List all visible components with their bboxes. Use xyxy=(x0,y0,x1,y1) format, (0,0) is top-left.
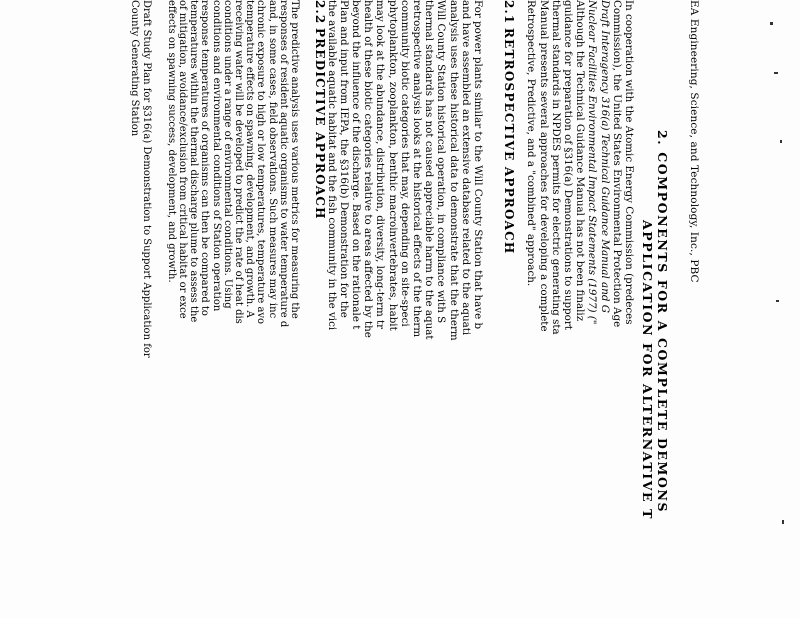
retrospective-line: analysis uses these historical data to demonstrate that the therm xyxy=(447,0,460,341)
predictive-line: temperature effects on spawning, development, and growth. A xyxy=(244,0,256,318)
section-2-2-number: 2.2 xyxy=(313,0,327,25)
retrospective-line: the available aquatic habitat and the fish community in the vici xyxy=(325,0,338,331)
retrospective-line: health of these biotic categories relative to areas affected by the xyxy=(362,0,375,338)
company-header-text: EA Engineering, Science, and Technology, Inc., PBC xyxy=(688,0,700,283)
page-footer xyxy=(128,0,152,358)
intro-line: Although the Technical Guidance Manual has not been finaliz xyxy=(574,0,587,322)
retrospective-line: For power plants similar to the Will County Station that have b xyxy=(472,0,484,330)
footer-line-2: County Generating Station xyxy=(129,0,140,137)
chapter-title-line-2: APPLICATION FOR ALTERNATIVE T xyxy=(640,220,655,520)
intro-line: In cooperation with the Atomic Energy Commission (predeces xyxy=(623,0,635,325)
section-2-2-title: PREDICTIVE APPROACH xyxy=(313,28,327,220)
retrospective-line: thermal standards has not caused appreciable harm to the aquat xyxy=(423,0,436,340)
retrospective-line: retrospective analysis looks at the historical effects of the therm xyxy=(411,0,424,338)
intro-paragraph xyxy=(525,0,635,335)
chapter-title-line-1: 2. COMPONENTS FOR A COMPLETE DEMONS xyxy=(655,130,670,514)
retrospective-line: may look at the abundance, distribution, diversity, long-term tr xyxy=(374,0,387,330)
section-2-1-number: 2.1 xyxy=(502,0,516,25)
scan-speck xyxy=(776,300,779,302)
company-header xyxy=(688,0,700,618)
intro-line: thermal standards in NPDES permits for electric generating sta xyxy=(549,0,562,335)
retrospective-line: community biotic categories that may, depending on site-speci xyxy=(398,0,411,327)
retrospective-line: Will County Station historical operation, in compliance with S xyxy=(435,0,448,324)
predictive-line: response temperatures of organisms can then be compared to xyxy=(199,0,211,316)
retrospective-line: beyond the influence of the discharge. Based on the rationale t xyxy=(350,0,363,330)
predictive-line: chronic exposure to high or low temperatures, temperature avo xyxy=(255,0,267,325)
intro-line: Nuclear Facilities Environmental Impact Statements (1977) (" xyxy=(586,0,599,325)
intro-line: Manual presents several approaches for developing a complete xyxy=(537,0,550,332)
retrospective-line: and have assembled an extensive database related to the aquati xyxy=(459,0,472,336)
predictive-line: of mitigation, avoidance/exclusion from critical habitat or exce xyxy=(177,0,189,319)
retrospective-line: Plan and input from IEPA, the §316(b) Demonstration for the xyxy=(337,0,350,318)
scan-speck xyxy=(780,140,782,143)
predictive-line: conditions and environmental conditions of Station operation xyxy=(210,0,222,312)
scan-speck xyxy=(770,22,773,25)
intro-line: guidance for preparation of §316(a) Demonstrations to support xyxy=(562,0,575,330)
predictive-line: effects on spawning success, development, and growth. xyxy=(165,0,177,283)
footer-line-1: Draft Study Plan for §316(a) Demonstration to Support Application for xyxy=(141,0,152,358)
predictive-line: temperatures within the thermal discharge plume to assess the xyxy=(188,0,200,323)
predictive-line: conditions under a range of environmental conditions. Using xyxy=(221,0,233,309)
intro-line: Draft Interagency 316(a) Technical Guidance Manual and G xyxy=(598,0,611,313)
predictive-line: and, in some cases, field observations. Such measures may inc xyxy=(266,0,278,319)
scan-speck xyxy=(782,520,784,524)
predictive-paragraph xyxy=(166,0,300,327)
predictive-line: responses of resident aquatic organisms to water temperature d xyxy=(277,0,289,328)
retrospective-paragraph xyxy=(326,0,484,341)
scan-speck xyxy=(774,72,778,74)
retrospective-line: phytoplankton, zooplankton, benthic macroinvertebrates, habit xyxy=(386,0,399,331)
section-2-1-title: RETROSPECTIVE APPROACH xyxy=(502,28,516,255)
predictive-line: The predictive analysis uses various metrics for measuring the xyxy=(289,0,300,319)
intro-line: Commission), the United States Environmental Protection Age xyxy=(610,0,623,328)
chapter-title xyxy=(640,130,670,618)
predictive-line: receiving water will be developed to predict the rate of heat dis xyxy=(233,0,245,324)
intro-line: Retrospective, Predictive, and a "combined" approach. xyxy=(525,0,538,287)
